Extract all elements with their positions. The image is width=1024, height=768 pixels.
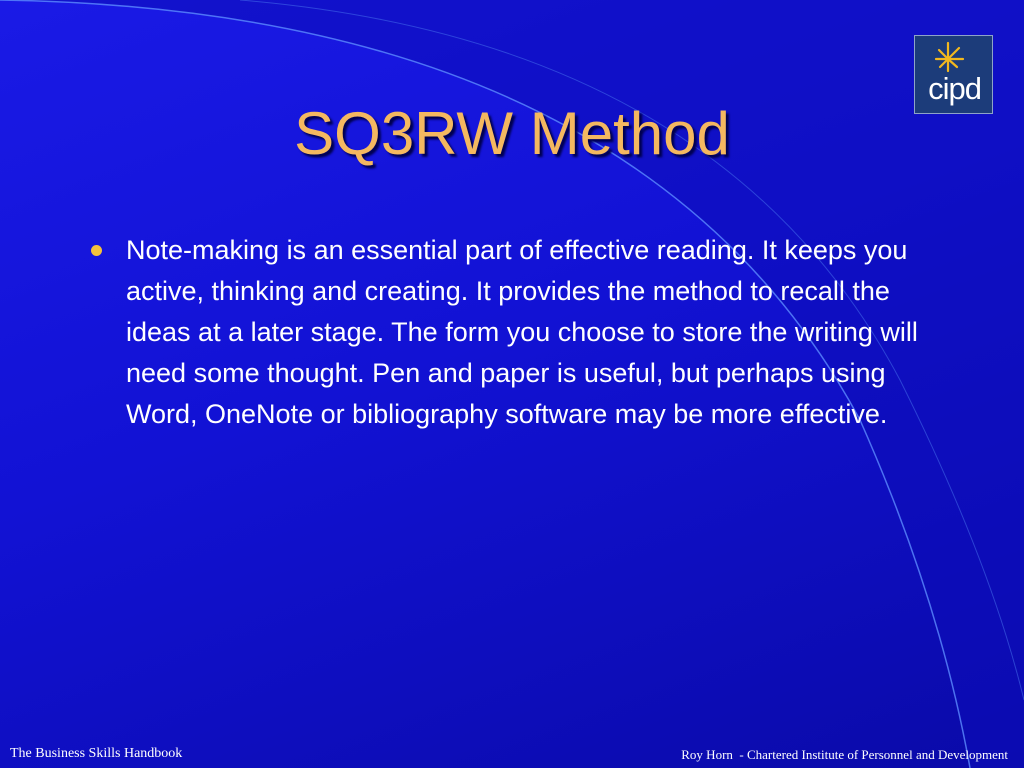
slide-body [88,230,938,435]
cipd-logo [914,35,993,114]
bullet-dot-icon [91,245,102,256]
bullet-item [88,230,938,435]
footer-book-title: The Business Skills Handbook [10,746,183,761]
slide-title: SQ3RW Method [294,100,730,167]
logo-text: cipd [928,71,981,106]
footer-author: Roy Horn - Chartered Institute of Personnel and Development [681,747,1008,762]
bullet-text: Note-making is an essential part of effective reading. It keeps you active, thinking and creating. It provides the method to recall the ideas at a later stage. The form you choose to store the writing will need some thought. Pen and paper is useful, but perhaps using Word, OneNote or bibliography software may be more effective. [126,235,918,429]
